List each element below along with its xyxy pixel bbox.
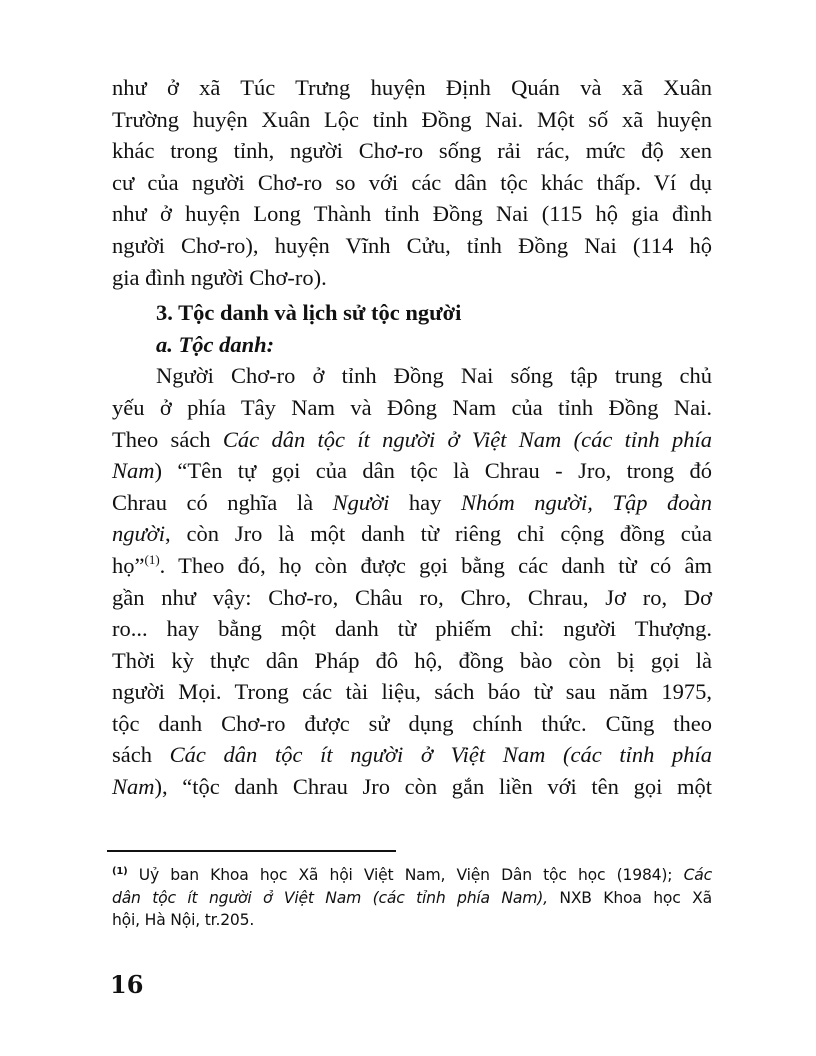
- footnote-divider: [107, 850, 396, 852]
- text-line: như ở xã Túc Trưng huyện Định Quán và xã Xuân: [112, 75, 712, 100]
- footnote-line: [112, 887, 712, 910]
- subsection-heading-block: [112, 329, 712, 361]
- text-run: ), “tộc danh Chrau Jro còn gắn liền với tên gọi một: [154, 774, 712, 800]
- book-title-italic: Nam: [112, 458, 155, 484]
- text-run: sách: [112, 742, 170, 768]
- text-line: người Chơ-ro), huyện Vĩnh Cửu, tỉnh Đồng Nai (114 hộ: [112, 232, 712, 258]
- book-title-italic: Các dân tộc ít người ở Việt Nam (các tỉnh phía: [222, 426, 712, 452]
- text-run: , còn Jro là một danh từ riêng chỉ cộng đồng của: [165, 521, 712, 547]
- text-line: [112, 455, 712, 487]
- footnote-marker: (1): [112, 866, 128, 877]
- text-line: [112, 487, 712, 519]
- text-run: ) “Tên tự gọi của dân tộc là Chrau - Jro, trong đó: [154, 458, 712, 484]
- footnote-line: hội, Hà Nội, tr.205.: [112, 911, 255, 929]
- term-italic: Nhóm người, Tập đoàn: [460, 489, 712, 515]
- text-line: tộc danh Chơ-ro được sử dụng chính thức. Cũng theo: [112, 710, 712, 736]
- text-run: NXB Khoa học Xã: [547, 888, 712, 907]
- footnote-line: [112, 864, 712, 887]
- text-line: Thời kỳ thực dân Pháp đô hộ, đồng bào còn bị gọi là: [112, 647, 712, 673]
- section-heading-block: [112, 297, 712, 329]
- book-title-italic: Các: [683, 866, 712, 884]
- text-run: Chrau có nghĩa là: [112, 489, 333, 515]
- text-line: cư của người Chơ-ro so với các dân tộc khác thấp. Ví dụ: [112, 169, 712, 195]
- book-title-italic: dân tộc ít người ở Việt Nam (các tỉnh phía Nam),: [112, 888, 548, 907]
- text-line: [112, 550, 712, 582]
- text-line: như ở huyện Long Thành tỉnh Đồng Nai (115 hộ gia đình: [112, 201, 712, 227]
- text-line: gần như vậy: Chơ-ro, Châu ro, Chro, Chrau, Jơ ro, Dơ: [112, 584, 712, 610]
- text-line: [112, 424, 712, 456]
- text-run: hay: [389, 489, 461, 515]
- text-line: Trường huyện Xuân Lộc tỉnh Đồng Nai. Một số xã huyện: [112, 106, 712, 132]
- section-heading: 3. Tộc danh và lịch sử tộc người: [156, 300, 462, 326]
- body-text: [112, 72, 712, 803]
- paragraph-2: [112, 360, 712, 802]
- text-run: . Theo đó, họ còn được gọi bằng các danh từ có âm: [159, 552, 712, 578]
- footnote: [112, 864, 712, 932]
- text-line: [112, 739, 712, 771]
- text-line: ro... hay bằng một danh từ phiếm chỉ: người Thượng.: [112, 616, 712, 642]
- page-number: 16: [110, 970, 144, 999]
- text-line: gia đình người Chơ-ro).: [112, 264, 327, 290]
- subsection-heading: a. Tộc danh:: [156, 331, 275, 357]
- text-line: người Mọi. Trong các tài liệu, sách báo từ sau năm 1975,: [112, 679, 712, 705]
- text-line: Người Chơ-ro ở tỉnh Đồng Nai sống tập trung chủ: [156, 363, 712, 389]
- book-title-italic: Nam: [112, 774, 155, 800]
- text-line: [112, 771, 712, 803]
- paragraph-1: [112, 72, 712, 293]
- footnote-reference[interactable]: (1): [144, 551, 160, 567]
- text-line: [112, 518, 712, 550]
- text-line: khác trong tỉnh, người Chơ-ro sống rải rác, mức độ xen: [112, 138, 712, 164]
- text-run: Uỷ ban Khoa học Xã hội Việt Nam, Viện Dân tộc học (1984);: [127, 866, 684, 884]
- text-run: Theo sách: [112, 426, 223, 452]
- book-title-italic: Các dân tộc ít người ở Việt Nam (các tỉnh phía: [169, 742, 713, 768]
- text-line: yếu ở phía Tây Nam và Đông Nam của tỉnh Đồng Nai.: [112, 394, 712, 420]
- text-run: họ”: [112, 552, 145, 578]
- term-italic: người: [112, 521, 166, 547]
- term-italic: Người: [332, 489, 390, 515]
